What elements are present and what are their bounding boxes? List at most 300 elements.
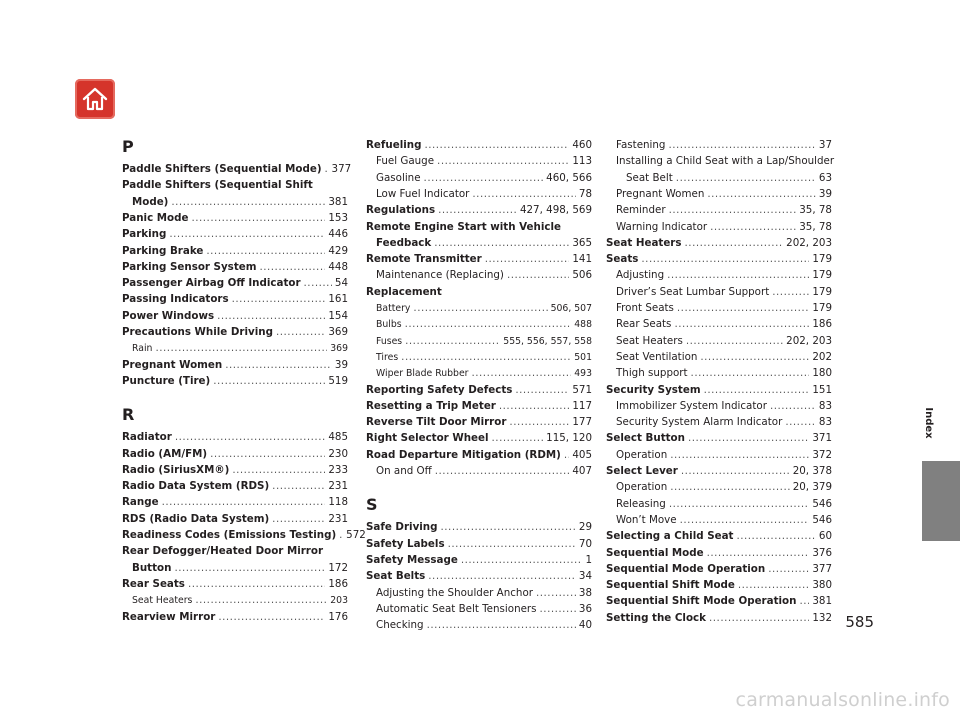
index-term: Passing Indicators — [122, 293, 229, 306]
index-term: Battery — [376, 303, 411, 314]
index-term: Seat Heaters — [616, 334, 683, 347]
index-entry[interactable] — [606, 463, 832, 479]
index-subentry[interactable] — [606, 202, 832, 218]
index-term: Gasoline — [376, 171, 421, 184]
index-entry[interactable] — [122, 373, 348, 389]
page-reference[interactable]: 186 — [328, 577, 348, 590]
page-reference[interactable]: 37 — [818, 139, 832, 151]
page-reference[interactable]: 60 — [818, 530, 832, 543]
index-entry[interactable] — [122, 177, 348, 193]
index-term: Radio (AM/FM) — [122, 447, 208, 460]
page-reference[interactable]: 177 — [572, 416, 592, 429]
index-subentry[interactable] — [366, 601, 592, 617]
page-reference[interactable]: 151 — [812, 383, 832, 396]
dot-leader — [704, 382, 810, 398]
page-reference[interactable]: 63 — [818, 171, 832, 184]
dot-leader — [437, 153, 569, 169]
dot-leader — [272, 478, 325, 494]
index-term: Radiator — [122, 431, 172, 444]
dot-leader — [641, 251, 809, 267]
page-reference[interactable]: 179 — [812, 302, 832, 314]
page-reference[interactable]: 460 — [572, 139, 592, 151]
dot-leader — [685, 235, 784, 251]
page-reference[interactable]: 381 — [812, 595, 832, 608]
dot-leader — [213, 373, 325, 389]
index-subentry[interactable] — [366, 463, 592, 479]
dot-leader — [405, 333, 500, 349]
index-subentry[interactable] — [366, 333, 592, 349]
dot-leader — [677, 300, 809, 316]
index-entry[interactable] — [122, 243, 348, 259]
index-subentry[interactable] — [606, 479, 832, 495]
index-entry[interactable] — [122, 527, 366, 543]
index-subentry[interactable] — [366, 186, 592, 202]
index-term: Seat Belt — [626, 171, 673, 184]
index-term: Seats — [606, 253, 639, 266]
index-term: Safety Message — [366, 553, 458, 566]
index-term: Remote Engine Start with Vehicle — [366, 220, 561, 233]
page-reference[interactable]: 36 — [578, 602, 592, 615]
index-term: Rearview Mirror — [122, 610, 216, 623]
index-entry[interactable] — [122, 478, 348, 494]
page-number: 585 — [845, 613, 874, 631]
dot-leader — [169, 226, 325, 242]
index-term: Seat Ventilation — [616, 350, 698, 363]
index-term: Paddle Shifters (Sequential Mode) — [122, 163, 322, 175]
dot-leader — [438, 202, 517, 218]
dot-leader — [691, 365, 810, 381]
page-reference[interactable]: 180 — [812, 367, 832, 380]
page-reference[interactable]: 407 — [572, 465, 592, 477]
index-term: Button — [132, 561, 172, 574]
dot-leader — [217, 308, 325, 324]
dot-leader — [785, 414, 816, 430]
index-subentry[interactable] — [366, 170, 592, 186]
dot-leader — [738, 577, 809, 593]
dot-leader — [191, 210, 325, 226]
page-reference[interactable]: 54 — [334, 277, 348, 290]
dot-leader — [707, 545, 810, 561]
index-term: Radio (SiriusXM®) — [122, 463, 230, 476]
page-reference[interactable]: 427, 498, 569 — [519, 204, 592, 217]
index-entry[interactable] — [606, 545, 832, 561]
page-reference[interactable]: 372 — [812, 448, 832, 461]
index-term: Sequential Mode — [606, 546, 704, 559]
index-term: Feedback — [376, 236, 432, 249]
dot-leader — [401, 349, 571, 365]
page-reference[interactable]: 380 — [812, 579, 832, 592]
dot-leader — [540, 601, 576, 617]
index-entry[interactable] — [122, 429, 348, 445]
index-subentry[interactable] — [606, 333, 832, 349]
dot-leader — [210, 446, 325, 462]
index-entry[interactable] — [122, 194, 348, 210]
page-reference[interactable]: 369 — [328, 326, 348, 338]
dot-leader — [175, 429, 326, 445]
page-reference[interactable]: 546 — [812, 497, 832, 510]
index-subentry[interactable] — [606, 414, 832, 430]
index-subentry[interactable] — [366, 349, 592, 365]
index-term: Safe Driving — [366, 521, 438, 534]
dot-leader — [674, 316, 809, 332]
index-term: Remote Transmitter — [366, 253, 482, 266]
dot-leader — [304, 275, 332, 291]
dot-leader — [424, 137, 569, 153]
dot-leader — [461, 552, 583, 568]
section-letter-p: P — [122, 137, 134, 156]
index-subentry[interactable] — [366, 365, 592, 381]
dot-leader — [174, 560, 325, 576]
index-entry[interactable] — [366, 235, 592, 251]
page-reference[interactable]: 485 — [328, 431, 348, 444]
page-reference[interactable]: 376 — [812, 546, 832, 559]
page-reference[interactable]: 230 — [328, 447, 348, 460]
dot-leader — [424, 170, 544, 186]
index-term: Wiper Blade Rubber — [376, 368, 469, 380]
page-reference[interactable]: 546 — [812, 513, 832, 526]
index-subentry[interactable] — [606, 267, 832, 283]
dot-leader — [707, 186, 816, 202]
dot-leader — [670, 479, 789, 495]
page-reference[interactable]: 381 — [328, 195, 348, 208]
index-subentry[interactable] — [606, 284, 832, 300]
index-subentry[interactable] — [606, 137, 832, 153]
index-term: Low Fuel Indicator — [376, 187, 470, 200]
index-subentry[interactable] — [606, 153, 835, 169]
page-reference[interactable]: 40 — [578, 619, 592, 632]
dot-leader — [669, 202, 797, 218]
index-term: Sequential Shift Mode Operation — [606, 595, 797, 608]
index-term: Security System — [606, 383, 701, 396]
index-term: Driver’s Seat Lumbar Support — [616, 285, 770, 298]
index-term: Adjusting the Shoulder Anchor — [376, 586, 533, 599]
page-reference[interactable]: 501 — [574, 351, 592, 363]
dot-leader — [768, 561, 809, 577]
dot-leader — [155, 340, 327, 356]
page-reference[interactable]: 39 — [818, 187, 832, 200]
home-icon — [81, 85, 109, 113]
index-entry[interactable] — [122, 609, 348, 625]
index-entry[interactable] — [606, 577, 832, 593]
index-entry[interactable] — [606, 593, 832, 609]
index-term: Fuel Gauge — [376, 155, 435, 168]
page-reference[interactable]: 161 — [328, 293, 348, 306]
index-subentry[interactable] — [606, 349, 832, 365]
page-reference[interactable]: 519 — [328, 374, 348, 387]
index-term: Tires — [376, 351, 399, 363]
index-term: Puncture (Tire) — [122, 374, 211, 387]
index-subentry[interactable] — [606, 447, 832, 463]
index-entry[interactable] — [122, 226, 348, 242]
index-term: Rain — [132, 343, 153, 355]
index-entry[interactable] — [122, 446, 348, 462]
page-reference[interactable]: 493 — [574, 368, 592, 380]
index-subentry[interactable] — [606, 186, 832, 202]
page-reference[interactable]: 365 — [572, 236, 592, 249]
index-entry[interactable] — [122, 161, 352, 177]
page-reference[interactable]: 460, 566 — [546, 171, 592, 184]
page-reference[interactable]: 369 — [330, 343, 348, 355]
page-reference[interactable]: 1 — [585, 553, 592, 566]
index-entry[interactable] — [366, 414, 592, 430]
index-term: Checking — [376, 619, 424, 632]
index-term: Front Seats — [616, 302, 674, 314]
index-term: Readiness Codes (Emissions Testing) — [122, 529, 337, 541]
index-term: Parking Sensor System — [122, 260, 257, 273]
dot-leader — [435, 463, 570, 479]
index-subentry[interactable] — [606, 512, 832, 528]
index-subentry[interactable] — [366, 585, 592, 601]
index-term: Mode) — [132, 195, 169, 208]
dot-leader — [225, 357, 332, 373]
index-term: Select Button — [606, 432, 685, 445]
page-reference[interactable]: 405 — [572, 448, 592, 461]
page-reference[interactable]: 448 — [328, 260, 348, 273]
index-term: Reverse Tilt Door Mirror — [366, 416, 507, 429]
index-subentry[interactable] — [606, 300, 832, 316]
index-entry[interactable] — [366, 568, 592, 584]
page-reference[interactable]: 113 — [572, 155, 592, 168]
page-reference[interactable]: 20, 378 — [792, 465, 832, 477]
index-entry[interactable] — [122, 308, 348, 324]
index-entry[interactable] — [366, 430, 592, 446]
page-reference[interactable]: 20, 379 — [792, 481, 832, 494]
index-entry[interactable] — [122, 275, 348, 291]
page-reference[interactable]: 231 — [328, 512, 348, 525]
index-side-tab[interactable] — [922, 461, 960, 541]
index-subentry[interactable] — [366, 316, 592, 332]
page-reference[interactable]: 506, 507 — [550, 303, 592, 314]
page-reference[interactable]: 118 — [328, 496, 348, 509]
index-entry[interactable] — [366, 552, 592, 568]
index-entry[interactable] — [606, 382, 832, 398]
index-term: Select Lever — [606, 465, 678, 477]
index-term: Range — [122, 496, 159, 509]
dot-leader — [259, 259, 325, 275]
index-term: Seat Heaters — [132, 595, 193, 607]
dot-leader — [471, 365, 571, 381]
dot-leader — [680, 512, 810, 528]
dot-leader — [507, 267, 569, 283]
dot-leader — [218, 609, 325, 625]
index-entry[interactable] — [122, 462, 348, 478]
index-entry[interactable] — [366, 382, 592, 398]
index-term: Paddle Shifters (Sequential Shift — [122, 179, 313, 192]
dot-leader — [276, 324, 325, 340]
page-reference[interactable]: 488 — [574, 319, 592, 331]
dot-leader — [171, 194, 325, 210]
watermark: carmanualsonline.info — [735, 689, 950, 711]
index-term: Radio Data System (RDS) — [122, 480, 270, 493]
page-reference[interactable]: 179 — [812, 269, 832, 282]
index-entry[interactable] — [122, 576, 348, 592]
index-term: RDS (Radio Data System) — [122, 512, 270, 525]
index-entry[interactable] — [122, 291, 348, 307]
dot-leader — [736, 528, 815, 544]
dot-leader — [325, 161, 329, 177]
page-reference[interactable]: 203 — [330, 595, 348, 607]
dot-leader — [448, 536, 576, 552]
index-term: On and Off — [376, 465, 432, 477]
home-button[interactable] — [75, 79, 115, 119]
page-reference[interactable]: 179 — [812, 285, 832, 298]
page-reference[interactable]: 83 — [818, 399, 832, 412]
page-reference[interactable]: 446 — [328, 228, 348, 241]
page-reference[interactable]: 38 — [578, 586, 592, 599]
dot-leader — [195, 592, 327, 608]
index-entry[interactable] — [606, 610, 832, 626]
index-entry[interactable] — [366, 251, 592, 267]
index-term: Panic Mode — [122, 211, 189, 224]
index-term: Adjusting — [616, 269, 665, 282]
index-subentry[interactable] — [606, 219, 832, 235]
page-reference[interactable]: 371 — [812, 432, 832, 445]
dot-leader — [509, 414, 569, 430]
index-entry[interactable] — [366, 137, 592, 153]
dot-leader — [206, 243, 325, 259]
index-entry[interactable] — [366, 447, 592, 463]
page-reference[interactable]: 172 — [328, 561, 348, 574]
page-reference[interactable]: 179 — [812, 253, 832, 266]
page-reference[interactable]: 70 — [578, 537, 592, 550]
dot-leader — [441, 519, 576, 535]
index-term: Sequential Mode Operation — [606, 562, 766, 575]
index-term: Sequential Shift Mode — [606, 579, 735, 592]
index-term: Road Departure Mitigation (RDM) — [366, 448, 561, 461]
index-subentry[interactable] — [606, 365, 832, 381]
page-reference[interactable]: 83 — [818, 416, 832, 429]
index-entry[interactable] — [122, 511, 348, 527]
page-reference[interactable]: 429 — [328, 244, 348, 257]
page-reference[interactable]: 132 — [812, 611, 832, 624]
index-entry[interactable] — [122, 324, 348, 340]
page-reference[interactable]: 78 — [578, 187, 592, 200]
dot-leader — [272, 511, 325, 527]
page-reference[interactable]: 572 — [346, 529, 366, 541]
page-reference[interactable]: 176 — [328, 610, 348, 623]
dot-leader — [428, 568, 576, 584]
index-entry[interactable] — [122, 543, 348, 559]
index-entry[interactable] — [122, 494, 348, 510]
index-term: Operation — [616, 448, 668, 461]
page-reference[interactable]: 202, 203 — [786, 334, 832, 347]
page-reference[interactable]: 153 — [328, 211, 348, 224]
page-reference[interactable]: 29 — [578, 521, 592, 534]
dot-leader — [670, 447, 809, 463]
index-term: Automatic Seat Belt Tensioners — [376, 602, 537, 615]
page-reference[interactable]: 35, 78 — [799, 220, 832, 233]
index-entry[interactable] — [606, 528, 832, 544]
index-term: Safety Labels — [366, 537, 445, 550]
index-term: Reporting Safety Defects — [366, 383, 513, 396]
index-term: Immobilizer System Indicator — [616, 399, 767, 412]
dot-leader — [668, 137, 815, 153]
index-entry[interactable] — [366, 284, 592, 300]
index-entry[interactable] — [366, 536, 592, 552]
index-term: Selecting a Child Seat — [606, 530, 734, 543]
index-term: Right Selector Wheel — [366, 432, 489, 445]
page-reference[interactable]: 34 — [578, 570, 592, 583]
dot-leader — [676, 170, 816, 186]
dot-leader — [499, 398, 569, 414]
index-subentry[interactable] — [122, 592, 348, 608]
page-reference[interactable]: 377 — [331, 163, 352, 175]
page-reference[interactable]: 506 — [572, 269, 592, 282]
page-reference[interactable]: 202 — [812, 350, 832, 363]
index-term: Replacement — [366, 285, 442, 298]
dot-leader — [405, 316, 572, 332]
page-reference[interactable]: 141 — [572, 253, 592, 266]
page-reference[interactable]: 154 — [328, 309, 348, 322]
index-subentry[interactable] — [122, 340, 348, 356]
index-subentry[interactable] — [606, 398, 832, 414]
dot-leader — [710, 219, 796, 235]
page-reference[interactable]: 39 — [334, 358, 348, 371]
page-reference[interactable]: 231 — [328, 480, 348, 493]
page-reference[interactable]: 186 — [812, 318, 832, 331]
page-reference[interactable]: 555, 556, 557, 558 — [503, 335, 592, 347]
index-term: Rear Defogger/Heated Door Mirror — [122, 545, 324, 558]
dot-leader — [564, 447, 569, 463]
index-subentry[interactable] — [606, 316, 832, 332]
index-entry[interactable] — [366, 219, 592, 235]
dot-leader — [686, 333, 783, 349]
index-term: Passenger Airbag Off Indicator — [122, 277, 301, 290]
index-entry[interactable] — [122, 357, 348, 373]
index-term: Refueling — [366, 139, 422, 151]
index-subentry[interactable] — [366, 267, 592, 283]
index-subentry[interactable] — [366, 153, 592, 169]
page-reference[interactable]: 377 — [812, 562, 832, 575]
page-reference[interactable]: 233 — [328, 463, 348, 476]
index-entry[interactable] — [366, 398, 592, 414]
dot-leader — [472, 186, 575, 202]
page-reference[interactable]: 35, 78 — [799, 204, 832, 217]
index-subentry[interactable] — [366, 300, 592, 316]
index-tab-label: Index — [923, 407, 934, 439]
page-reference[interactable]: 117 — [572, 399, 592, 412]
index-term: Reminder — [616, 204, 666, 217]
index-entry[interactable] — [122, 560, 348, 576]
dot-leader — [413, 300, 547, 316]
index-term: Pregnant Women — [122, 358, 223, 371]
dot-leader — [427, 617, 576, 633]
index-subentry[interactable] — [366, 617, 592, 633]
index-term: Parking Brake — [122, 244, 204, 257]
index-subentry[interactable] — [606, 496, 832, 512]
index-entry[interactable] — [606, 561, 832, 577]
page-reference[interactable]: 571 — [572, 383, 592, 396]
index-term: Setting the Clock — [606, 611, 706, 624]
page-reference[interactable]: 115, 120 — [546, 432, 592, 445]
dot-leader — [688, 430, 809, 446]
index-entry[interactable] — [366, 519, 592, 535]
index-entry[interactable] — [606, 251, 832, 267]
index-entry[interactable] — [606, 430, 832, 446]
index-subentry[interactable] — [606, 170, 832, 186]
page-reference[interactable]: 202, 203 — [786, 236, 832, 249]
dot-leader — [339, 527, 343, 543]
index-term: Maintenance (Replacing) — [376, 269, 504, 282]
dot-leader — [515, 382, 569, 398]
dot-leader — [492, 430, 544, 446]
index-entry[interactable] — [366, 202, 592, 218]
index-term: Thigh support — [616, 367, 688, 380]
index-entry[interactable] — [606, 235, 832, 251]
index-entry[interactable] — [122, 210, 348, 226]
dot-leader — [709, 610, 809, 626]
index-entry[interactable] — [122, 259, 348, 275]
